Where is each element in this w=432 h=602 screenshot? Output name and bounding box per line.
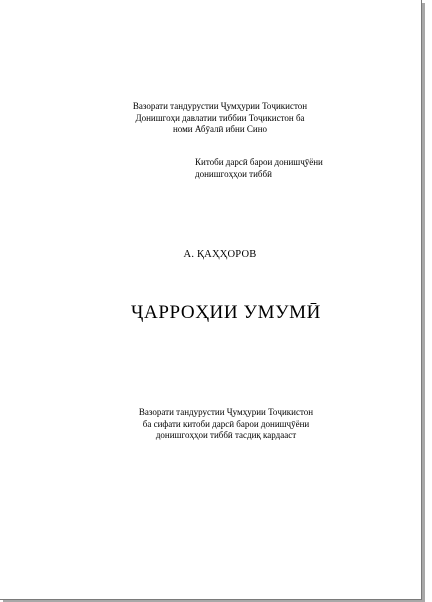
- header-line-university: Донишгоҳи давлатии тиббии Тоҷикистон ба: [135, 112, 305, 123]
- approval-line-2: ба сифати китоби дарсӣ барои донишҷӯёни: [142, 418, 310, 429]
- header-line-ministry: Вазорати тандурустии Ҷумҳурии Тоҷикистон: [132, 101, 308, 111]
- approval-statement: [0, 407, 432, 442]
- note-line-2: донишгоҳҳои тиббӣ: [195, 168, 272, 179]
- header-line-named-after: номи Абӯалӣ ибни Сино: [172, 124, 268, 134]
- institution-header: [0, 101, 432, 136]
- author-name: А. ҚАҲҲОРОВ: [183, 249, 257, 260]
- approval-line-1: Вазорати тандурустии Ҷумҳурии Тоҷикистон: [138, 407, 314, 417]
- note-line-1: Китоби дарсӣ барои донишҷӯёни: [195, 157, 323, 167]
- book-title: ҶАРРОҲИИ УМУМӢ: [131, 302, 321, 323]
- approval-line-3: донишгоҳҳои тиббӣ тасдиқ кардааст: [155, 430, 297, 440]
- textbook-note: [195, 157, 323, 180]
